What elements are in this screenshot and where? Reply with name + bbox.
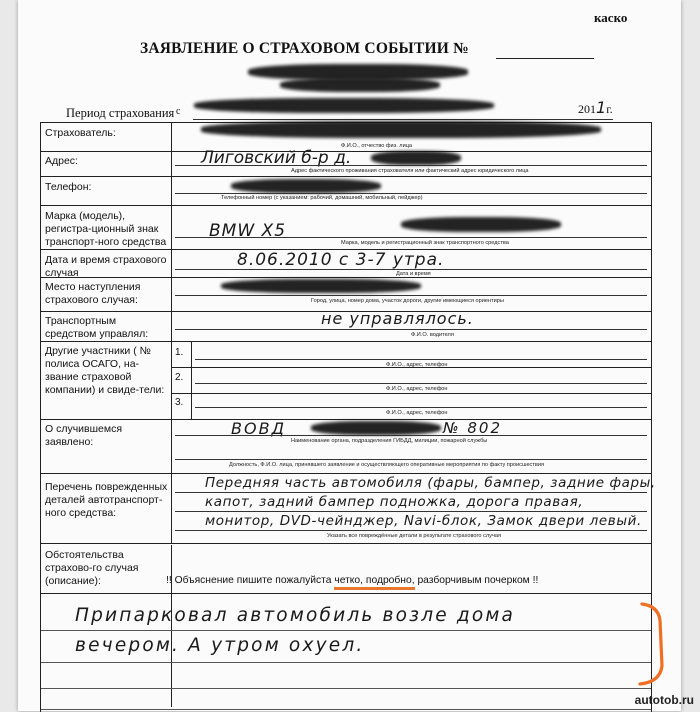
form-table — [40, 122, 656, 712]
insurer-caption: Ф.И.О., отчество физ. лица — [341, 143, 413, 149]
datetime-value: 8.06.2010 с 3-7 утра. — [237, 250, 445, 270]
participant-caption-1: Ф.И.О., адрес, телефон — [386, 362, 448, 368]
address-value: Лиговский б-р д. — [201, 148, 352, 168]
circumstances-line-2: вечером. А утром охуел. — [75, 635, 365, 656]
redaction-scribble — [231, 179, 381, 193]
damage-line-1: Передняя часть автомобиля (фары, бампер, задние фары, — [205, 475, 656, 491]
place-caption: Город, улица, номер дома, участок дороги, другие имеющиеся ориентиры — [311, 298, 504, 304]
site-watermark: autotob.ru — [634, 693, 694, 707]
place-label: Место наступления страхового случая: — [45, 281, 141, 306]
redaction-scribble — [194, 98, 494, 113]
reported-label: О случившемся заявлено: — [45, 423, 123, 448]
period-label: Период страхования — [66, 106, 175, 120]
redaction-scribble — [401, 217, 561, 232]
insurance-claim-form — [18, 0, 681, 711]
damage-line-2: капот, задний бампер подножка, дорога правая, — [205, 494, 584, 510]
kasko-label: каско — [594, 10, 628, 25]
address-label: Адрес: — [45, 155, 78, 167]
driver-caption: Ф.И.О. водителя — [411, 332, 454, 338]
form-title: ЗАЯВЛЕНИЕ О СТРАХОВОМ СОБЫТИИ № — [140, 40, 469, 57]
driver-value: не управлялось. — [321, 309, 474, 328]
redaction-scribble — [311, 421, 441, 435]
vehicle-label: Марка (модель), регистра-ционный знак транспорт-ного средства — [45, 210, 167, 248]
period-line — [193, 119, 613, 120]
reported-value-tail: № 802 — [443, 419, 502, 437]
participants-label: Другие участники ( № полиса ОСАГО, на-звание страховой компании) и свиде-тели: — [45, 345, 165, 396]
claim-number-line — [496, 58, 594, 59]
orange-bracket-annotation — [636, 600, 670, 688]
participant-num-1: 1. — [175, 347, 184, 358]
driver-label: Транспортным средством управлял: — [45, 315, 149, 340]
reported-caption-2: Должность, Ф.И.О. лица, принявшего заявление и осуществляющего оперативные мероприятия по факту происшествия — [229, 462, 545, 468]
address-caption: Адрес фактического проживания страхователя или фактический адрес юридического лица — [291, 168, 529, 174]
damage-label: Перечень поврежденных деталей автотранспорт-ного средства: — [45, 481, 168, 519]
participant-num-3: 3. — [175, 397, 184, 408]
redaction-scribble — [221, 279, 421, 293]
circumstances-notice: !! Объяснение пишите пожалуйста четко, подробно, разборчивым почерком !! — [166, 575, 538, 586]
redaction-scribble — [280, 78, 440, 92]
circumstances-line-1: Припарковал автомобиль возле дома — [75, 605, 516, 626]
phone-label: Телефон: — [45, 181, 92, 193]
period-year: 2011г. — [578, 98, 613, 117]
participant-num-2: 2. — [175, 372, 184, 383]
vehicle-value: BMW X5 — [209, 221, 287, 241]
datetime-label: Дата и время страхового случая — [45, 254, 167, 279]
reported-caption-1: Наименование органа, подразделения ГИБДД, милиции, пожарной службы — [291, 438, 488, 444]
period-prefix: с — [176, 106, 181, 117]
datetime-caption: Дата и время — [396, 271, 431, 277]
phone-caption: Телефонный номер (с указанием: рабочий, домашний, мобильный, пейджер) — [221, 195, 423, 201]
reported-value: ВОВД — [231, 419, 287, 438]
insurer-label: Страхователь: — [45, 127, 116, 139]
vehicle-caption: Марка, модель и регистрационный знак транспортного средства — [341, 240, 509, 246]
damage-caption: Указать все повреждённые детали в результате страхового случая — [327, 533, 501, 539]
circumstances-label: Обстоятельства страхово-го случая (описание): — [45, 549, 139, 587]
damage-line-3: монитор, DVD-чейнджер, Navi-блок, Замок двери левый. — [205, 513, 642, 529]
redaction-scribble — [371, 151, 461, 165]
participant-caption-3: Ф.И.О., адрес, телефон — [386, 410, 448, 416]
notice-emphasis: четко, подробно, — [334, 575, 414, 590]
redaction-scribble — [201, 121, 601, 138]
participant-caption-2: Ф.И.О., адрес, телефон — [386, 386, 448, 392]
